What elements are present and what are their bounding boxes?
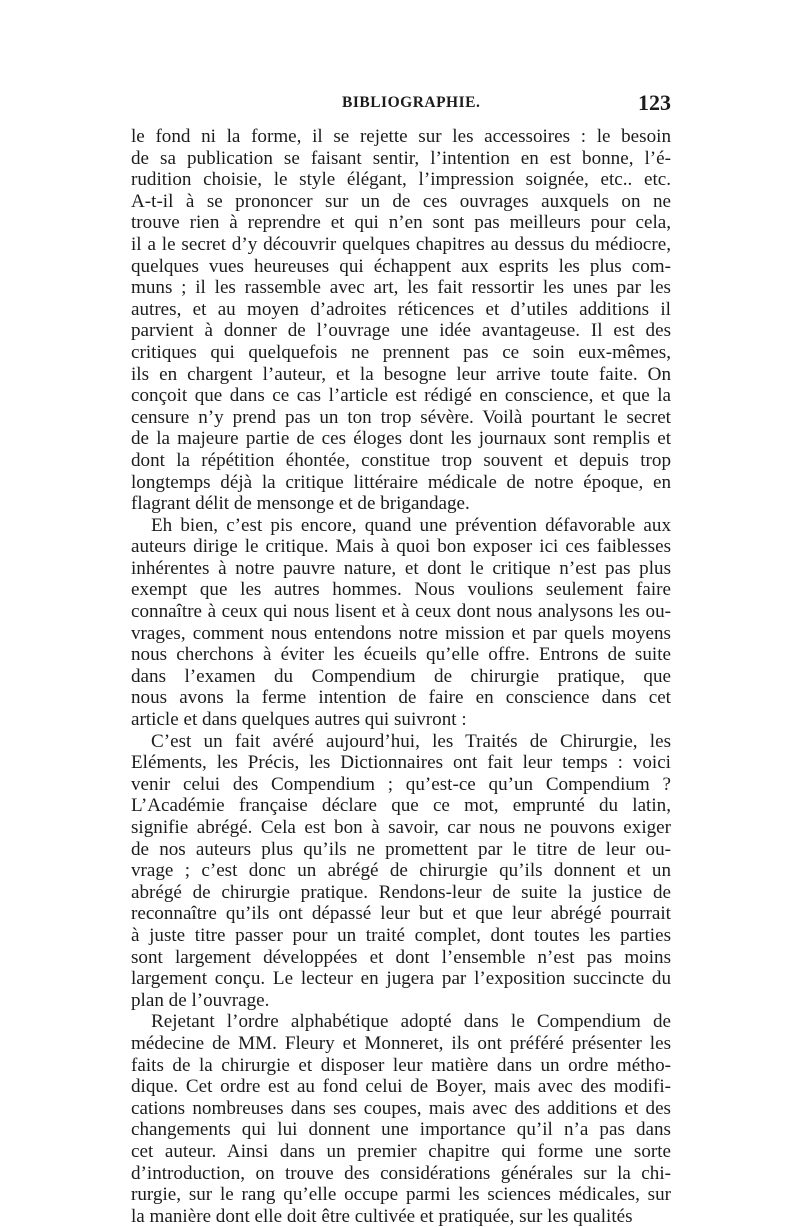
text-line: de la majeure partie de ces éloges dont les journaux sont remplis et — [131, 428, 671, 450]
text-line: médecine de MM. Fleury et Monneret, ils ont préféré présenter les — [131, 1032, 671, 1054]
text-line: autres, et au moyen d’adroites réticences et d’utiles additions il — [131, 298, 671, 320]
running-head — [131, 90, 671, 120]
text-line: L’Académie française déclare que ce mot, emprunté du latin, — [131, 795, 671, 817]
text-line: parvient à donner de l’ouvrage une idée avantageuse. Il est des — [131, 320, 671, 342]
page-title: BIBLIOGRAPHIE. — [342, 94, 481, 111]
text-line: venir celui des Compendium ; qu’est-ce qu’un Compendium ? — [131, 773, 671, 795]
text-line: vrages, comment nous entendons notre mission et par quels moyens — [131, 622, 671, 644]
page-number: 123 — [638, 90, 671, 115]
text-line: faits de la chirurgie et disposer leur matière dans un ordre métho- — [131, 1054, 671, 1076]
text-line: rurgie, sur le rang qu’elle occupe parmi les sciences médicales, sur — [131, 1184, 671, 1206]
text-line: de sa publication se faisant sentir, l’intention en est bonne, l’é- — [131, 147, 671, 169]
text-line: largement conçu. Le lecteur en jugera par l’exposition succincte du — [131, 968, 671, 990]
text-line: auteurs dirige le critique. Mais à quoi bon exposer ici ces faiblesses — [131, 536, 671, 558]
text-line: cet auteur. Ainsi dans un premier chapitre qui forme une sorte — [131, 1140, 671, 1162]
text-line: changements qui lui donnent une importance qu’il n’a pas dans — [131, 1119, 671, 1141]
text-line: dont la répétition éhontée, constitue trop souvent et depuis trop — [131, 449, 671, 471]
text-line: Eh bien, c’est pis encore, quand une prévention défavorable aux — [151, 514, 671, 536]
text-line: nous avons la ferme intention de faire en conscience dans cet — [131, 687, 671, 709]
text-line: quelques vues heureuses qui échappent aux esprits les plus com- — [131, 255, 671, 277]
paragraph — [131, 731, 671, 1012]
text-line: conçoit que dans ce cas l’article est rédigé en conscience, et que la — [131, 385, 671, 407]
text-line: plan de l’ouvrage. — [131, 989, 270, 1011]
paragraph — [131, 126, 671, 515]
text-line: la manière dont elle doit être cultivée et pratiquée, sur les qualités — [131, 1205, 633, 1227]
text-line: sont largement développées et dont l’ensemble n’est pas moins — [131, 946, 671, 968]
text-line: C’est un fait avéré aujourd’hui, les Traités de Chirurgie, les — [151, 730, 671, 752]
text-line: à juste titre passer pour un traité complet, dont toutes les parties — [131, 924, 671, 946]
text-line: longtemps déjà la critique littéraire médicale de notre époque, en — [131, 471, 671, 493]
text-line: vrage ; c’est donc un abrégé de chirurgie qu’ils donnent et un — [131, 860, 671, 882]
text-line: Eléments, les Précis, les Dictionnaires ont fait leur temps : voici — [131, 752, 671, 774]
text-line: censure n’y prend pas un ton trop sévère. Voilà pourtant le secret — [131, 406, 671, 428]
paragraph — [131, 515, 671, 731]
text-line: le fond ni la forme, il se rejette sur les accessoires : le besoin — [131, 126, 671, 147]
text-line: ils en chargent l’auteur, et la besogne leur arrive toute faite. On — [131, 363, 671, 385]
text-line: de nos auteurs plus qu’ils ne promettent par le titre de leur ou- — [131, 838, 671, 860]
text-line: Rejetant l’ordre alphabétique adopté dans le Compendium de — [151, 1011, 671, 1033]
text-line: nous cherchons à éviter les écueils qu’elle offre. Entrons de suite — [131, 644, 671, 666]
text-line: dique. Cet ordre est au fond celui de Boyer, mais avec des modifi- — [131, 1076, 671, 1098]
text-line: cations nombreuses dans ses coupes, mais avec des additions et des — [131, 1097, 671, 1119]
text-line: muns ; il les rassemble avec art, les fait ressortir les unes par les — [131, 277, 671, 299]
text-line: A-t-il à se prononcer sur un de ces ouvrages auxquels on ne — [131, 190, 671, 212]
text-line: exempt que les autres hommes. Nous voulions seulement faire — [131, 579, 671, 601]
text-line: article et dans quelques autres qui suivront : — [131, 709, 467, 731]
text-line: rudition choisie, le style élégant, l’impression soignée, etc.. etc. — [131, 169, 671, 191]
text-line: critiques qui quelquefois ne prennent pas ce soin eux-mêmes, — [131, 341, 671, 363]
text-line: il a le secret d’y découvrir quelques chapitres au dessus du médiocre, — [131, 233, 671, 255]
text-line: dans l’examen du Compendium de chirurgie pratique, que — [131, 665, 671, 687]
text-line: d’introduction, on trouve des considérations générales sur la chi- — [131, 1162, 671, 1184]
body-text — [131, 126, 671, 1227]
text-line: abrégé de chirurgie pratique. Rendons-leur de suite la justice de — [131, 881, 671, 903]
text-line: signifie abrégé. Cela est bon à savoir, car nous ne pouvons exiger — [131, 817, 671, 838]
text-line: trouve rien à reprendre et qui n’en sont pas meilleurs pour cela, — [131, 212, 671, 234]
text-line: inhérentes à notre pauvre nature, et dont le critique n’est pas plus — [131, 557, 671, 579]
paragraph — [131, 1011, 671, 1227]
text-line: connaître à ceux qui nous lisent et à ceux dont nous analysons les ou- — [131, 601, 671, 623]
text-line: flagrant délit de mensonge et de brigandage. — [131, 493, 470, 515]
text-line: reconnaître qu’ils ont dépassé leur but et que leur abrégé pourrait — [131, 903, 671, 925]
